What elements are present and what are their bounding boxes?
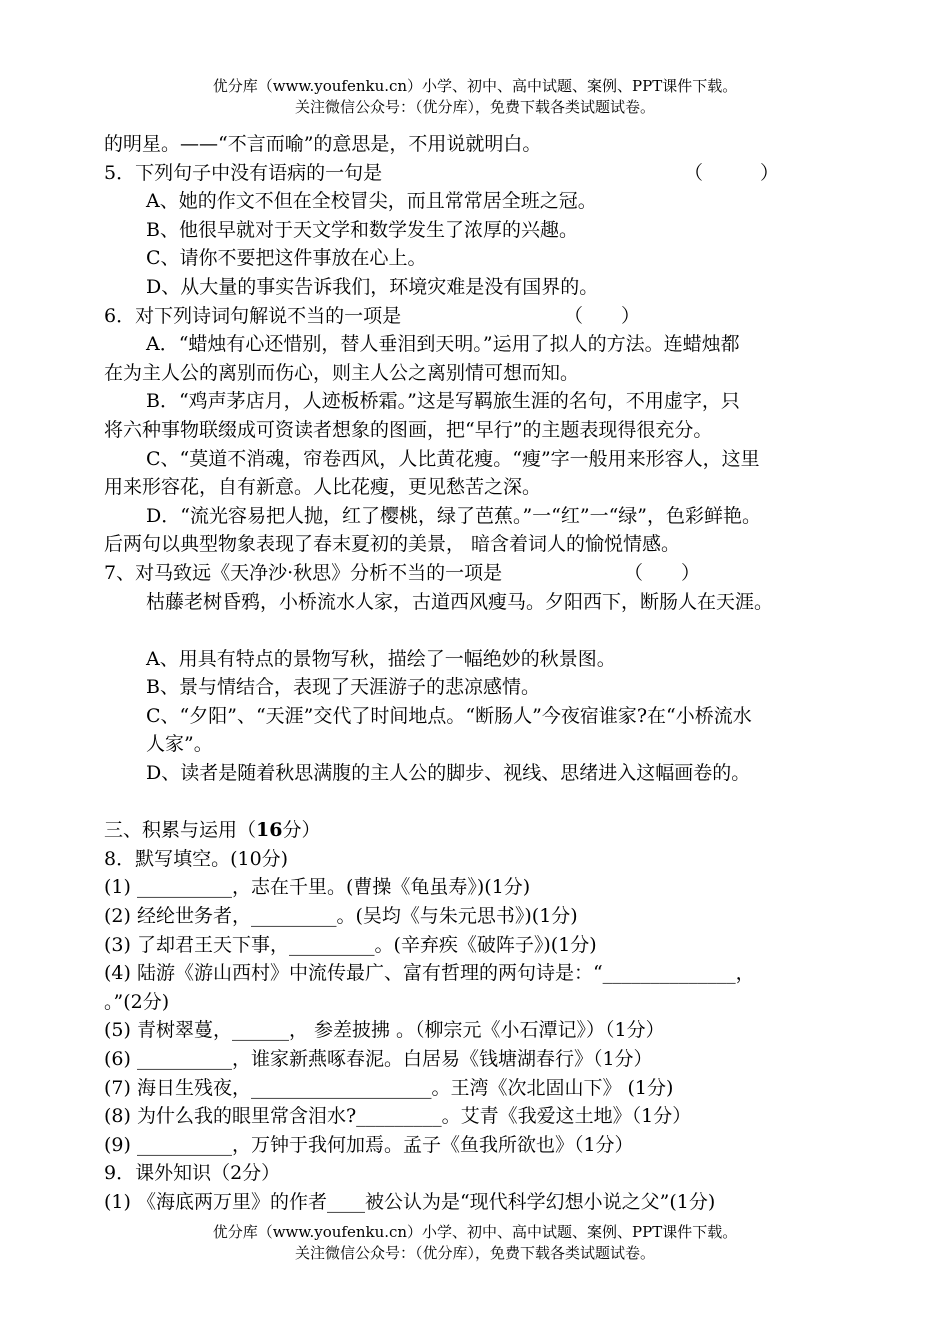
footer-line-1: 优分库（www.youfenku.cn）小学、初中、高中试题、案例、PPT课件下载。 xyxy=(212,1223,738,1241)
fill-blank: ____ xyxy=(326,1190,365,1213)
spacer xyxy=(104,788,864,817)
item-prefix: (1) xyxy=(104,876,137,899)
question-6-option-b-line-1: B．“鸡声茅店月，人迹板桥霜。”这是写羁旅生涯的名句，不用虚字，只 xyxy=(146,390,740,413)
question-7-option-d: D、读者是随着秋思满腹的主人公的脚步、视线、思绪进入这幅画卷的。 xyxy=(146,762,751,785)
question-5-answer-paren: （ ） xyxy=(684,161,780,184)
question-8-item-5 xyxy=(104,1016,864,1045)
item-prefix: (6) xyxy=(104,1048,137,1070)
question-6-text: 6．对下列诗词句解说不当的一项是 xyxy=(104,304,402,327)
question-6-option-c-line-1: C、“莫道不消魂，帘卷西风，人比黄花瘦。“瘦”字一般用来形容人，这里 xyxy=(146,447,760,470)
item-prefix: (2) 经纶世务者， xyxy=(104,905,251,928)
question-7-poem: 枯藤老树昏鸦，小桥流水人家，古道西风瘦马。夕阳西下，断肠人在天涯。 xyxy=(146,590,774,613)
item-prefix: (8) 为什么我的眼里常含泪水? xyxy=(104,1105,357,1128)
question-6-option-d-line-1: D．“流光容易把人抛，红了樱桃，绿了芭蕉。”一“红”一“绿”，色彩鲜艳。 xyxy=(146,504,762,527)
item-suffix: ， xyxy=(735,962,755,985)
question-6-answer-paren: （ ） xyxy=(564,304,641,327)
question-7-option-c-line-1: C、“夕阳”、“天涯”交代了时间地点。“断肠人”今夜宿谁家?在“小桥流水 xyxy=(146,704,752,727)
item-suffix: ，谁家新燕啄春泥。白居易《钱塘湖春行》（1分） xyxy=(231,1048,653,1070)
question-7-stem xyxy=(104,559,864,588)
header-line-1: 优分库（www.youfenku.cn）小学、初中、高中试题、案例、PPT课件下载。 xyxy=(212,77,738,95)
fill-blank: ___________________ xyxy=(250,1076,432,1099)
fill-blank: ______ xyxy=(231,1019,289,1042)
question-4-tail: 的明星。——“不言而喻”的意思是，不用说就明白。 xyxy=(104,133,542,155)
question-9-stem: 9．课外知识（2分） xyxy=(104,1162,281,1185)
fill-blank: _________ xyxy=(288,933,375,956)
item-suffix: ，志在千里。(曹操《龟虽寿》)(1分) xyxy=(231,876,531,899)
item-suffix: 。(吴均《与朱元思书》)(1分) xyxy=(336,905,578,928)
question-9-item-1 xyxy=(104,1188,864,1217)
question-8-item-6 xyxy=(104,1045,864,1074)
page-footer xyxy=(0,1222,950,1264)
question-5-text: 5．下列句子中没有语病的一句是 xyxy=(104,161,383,184)
fill-blank: __________ xyxy=(136,876,232,899)
item-prefix: (1) 《海底两万里》的作者 xyxy=(104,1190,327,1213)
item-prefix: (9) xyxy=(104,1133,137,1156)
section-3-title xyxy=(104,816,864,845)
question-6-option-a-line-2: 在为主人公的离别而伤心，则主人公之离别情可想而知。 xyxy=(104,361,580,384)
section-3-score: 16 xyxy=(256,819,283,842)
item-suffix: 被公认为是“现代科学幻想小说之父”(1分) xyxy=(364,1190,716,1213)
question-7-option-c-line-2: 人家”。 xyxy=(146,733,213,756)
item-prefix: (4) 陆游《游山西村》中流传最广、富有哲理的两句诗是：“ xyxy=(104,962,603,985)
question-8-item-4 xyxy=(104,959,864,988)
question-6-option-c-line-2: 用来形容花，自有新意。人比花瘦，更见愁苦之深。 xyxy=(104,476,542,499)
item-suffix: 。(辛弃疾《破阵子》)(1分) xyxy=(374,933,597,956)
question-7-option-a: A、用具有特点的景物写秋，描绘了一幅绝妙的秋景图。 xyxy=(146,647,616,670)
page-header xyxy=(0,76,950,118)
question-8-item-8 xyxy=(104,1102,864,1131)
question-8-item-2 xyxy=(104,902,864,931)
question-8-item-4-continued xyxy=(104,988,864,1017)
question-5-option-b: B、他很早就对于天文学和数学发生了浓厚的兴趣。 xyxy=(146,218,578,241)
question-6-option-b-line-2: 将六种事物联缀成可资读者想象的图画，把“早行”的主题表现得很充分。 xyxy=(104,418,713,441)
question-8-stem: 8．默写填空。(10分) xyxy=(104,847,289,870)
question-5-option-c: C、请你不要把这件事放在心上。 xyxy=(146,247,427,270)
fill-blank: ______________ xyxy=(602,962,736,985)
question-7-text: 7、对马致远《天净沙·秋思》分析不当的一项是 xyxy=(104,561,503,584)
question-5-option-d: D、从大量的事实告诉我们，环境灾难是没有国界的。 xyxy=(146,275,599,298)
footer-line-2: 关注微信公众号：（优分库），免费下载各类试题试卷。 xyxy=(294,1244,655,1262)
question-6-option-d-line-2: 后两句以典型物象表现了春末夏初的美景， 暗含着词人的愉悦情感。 xyxy=(104,533,681,556)
item-suffix: 。王湾《次北固山下》 (1分) xyxy=(431,1076,674,1099)
fill-blank: __________ xyxy=(136,1133,232,1156)
item-prefix: 。”(2分) xyxy=(104,990,170,1013)
header-line-2: 关注微信公众号：（优分库），免费下载各类试题试卷。 xyxy=(294,98,655,116)
section-3-title-text: 三、积累与运用（ xyxy=(104,819,257,842)
fill-blank: _________ xyxy=(250,905,337,928)
fill-blank: __________ xyxy=(136,1048,232,1070)
question-6-option-a-line-1: A．“蜡烛有心还惜别，替人垂泪到天明。”运用了拟人的方法。连蜡烛都 xyxy=(146,333,740,356)
section-3-title-suffix: 分） xyxy=(282,819,321,842)
item-prefix: (3) 了却君王天下事， xyxy=(104,933,289,956)
question-8-item-9 xyxy=(104,1131,864,1160)
question-7-option-b: B、景与情结合，表现了天涯游子的悲凉感情。 xyxy=(146,676,540,699)
question-5-option-a: A、她的作文不但在全校冒尖，而且常常居全班之冠。 xyxy=(146,190,597,213)
question-6-stem xyxy=(104,302,864,331)
item-prefix: (7) 海日生残夜， xyxy=(104,1076,251,1099)
page-body xyxy=(104,130,864,1217)
fill-blank: _________ xyxy=(356,1105,442,1128)
question-7-answer-paren: （ ） xyxy=(624,561,701,584)
question-8-item-1 xyxy=(104,873,864,902)
item-suffix: ， 参差披拂 。（柳宗元《小石潭记》）（1分） xyxy=(288,1019,665,1042)
item-prefix: (5) 青树翠蔓， xyxy=(104,1019,232,1042)
item-suffix: 。艾青《我爱这土地》（1分） xyxy=(441,1105,692,1128)
item-suffix: ，万钟于我何加焉。孟子《鱼我所欲也》（1分） xyxy=(231,1133,634,1156)
spacer xyxy=(104,616,864,645)
question-8-item-7 xyxy=(104,1074,864,1103)
question-8-item-3 xyxy=(104,931,864,960)
question-5-stem xyxy=(104,159,864,188)
